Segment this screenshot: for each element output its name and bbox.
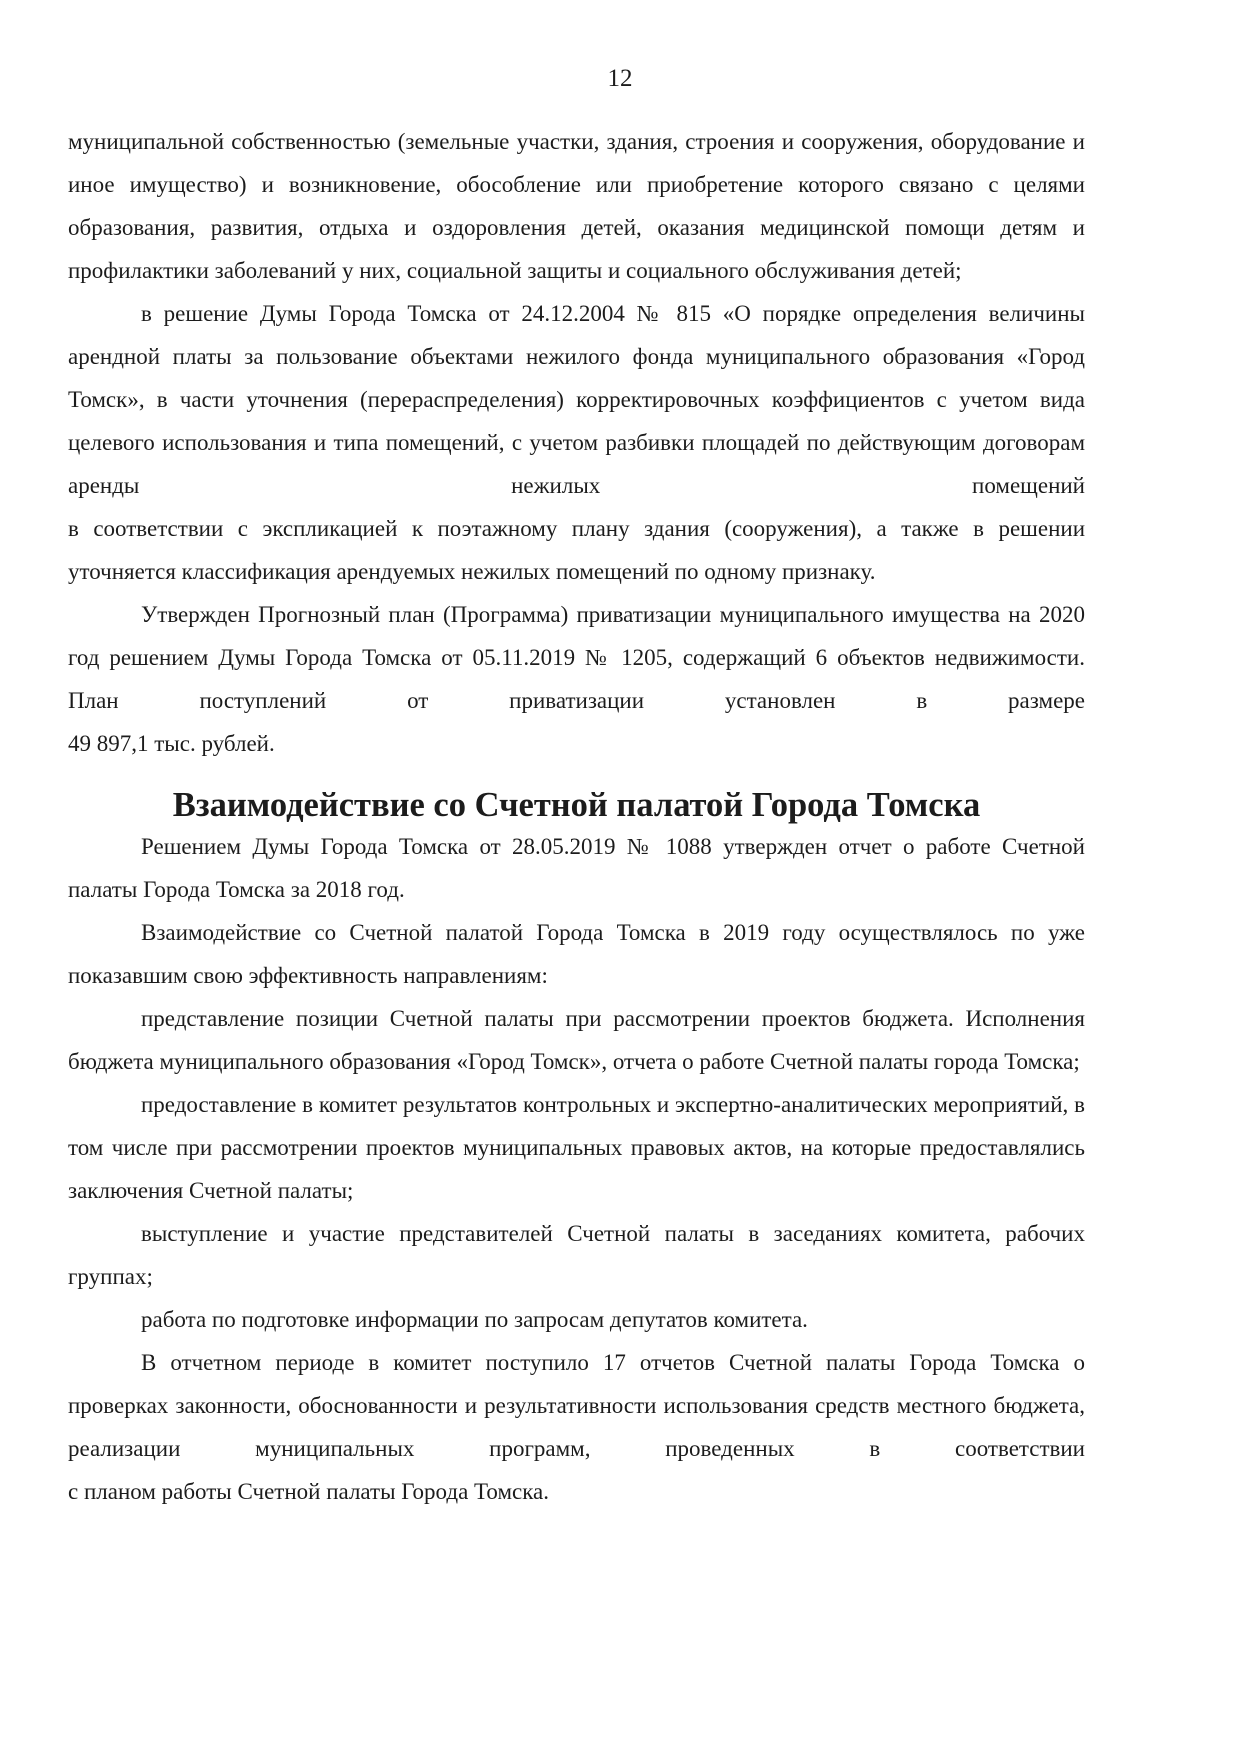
paragraph: представление позиции Счетной палаты при рассмотрении проектов бюджета. Исполнения бюджета муниципального образования «Город Томск», отчета о работе Счетной палаты города Томска;: [68, 1006, 1085, 1074]
paragraph: муниципальной собственностью (земельные участки, здания, строения и сооружения, оборудование и иное имущество) и возникновение, обособление или приобретение которого связано с целями образования, развития, отдыха и оздоровления детей, оказания медицинской помощи детям и профилактики заболеваний у них, социальной защиты и социального обслуживания детей;: [68, 129, 1085, 283]
paragraph: работа по подготовке информации по запросам депутатов комитета.: [141, 1307, 808, 1332]
paragraph: в соответствии с экспликацией к поэтажному плану здания (сооружения), а также в решении уточняется классификация арендуемых нежилых помещений по одному признаку.: [68, 516, 1085, 584]
paragraph: предоставление в комитет результатов контрольных и экспертно-аналитических мероприятий, в том числе при рассмотрении проектов муниципальных правовых актов, на которые предоставлялись заключения Счетной палаты;: [68, 1092, 1085, 1203]
paragraph: В отчетном периоде в комитет поступило 17 отчетов Счетной палаты Города Томска о проверках законности, обоснованности и результативности использования средств местного бюджета, реализации муниципальных программ, проведенных в соответствии: [68, 1350, 1085, 1461]
paragraph: выступление и участие представителей Счетной палаты в заседаниях комитета, рабочих группах;: [68, 1221, 1085, 1289]
document-body: [68, 120, 1085, 1513]
page-number: 12: [607, 65, 633, 92]
paragraph: 49 897,1 тыс. рублей.: [68, 731, 275, 756]
paragraph: Взаимодействие со Счетной палатой Города Томска в 2019 году осуществлялось по уже показавшим свою эффективность направлениям:: [68, 920, 1085, 988]
paragraph: Решением Думы Города Томска от 28.05.2019 № 1088 утвержден отчет о работе Счетной палаты Города Томска за 2018 год.: [68, 834, 1085, 902]
paragraph: в решение Думы Города Томска от 24.12.2004 № 815 «О порядке определения величины арендной платы за пользование объектами нежилого фонда муниципального образования «Город Томск», в части уточнения (перераспределения) корректировочных коэффициентов с учетом вида целевого использования и типа помещений, с учетом разбивки площадей по действующим договорам аренды нежилых помещений: [68, 301, 1085, 498]
section-heading: Взаимодействие со Счетной палатой Города Томска: [172, 786, 981, 824]
paragraph: Утвержден Прогнозный план (Программа) приватизации муниципального имущества на 2020 год решением Думы Города Томска от 05.11.2019 № 1205, содержащий 6 объектов недвижимости. План поступлений от приватизации установлен в размере: [68, 602, 1085, 713]
paragraph: с планом работы Счетной палаты Города Томска.: [68, 1479, 549, 1504]
